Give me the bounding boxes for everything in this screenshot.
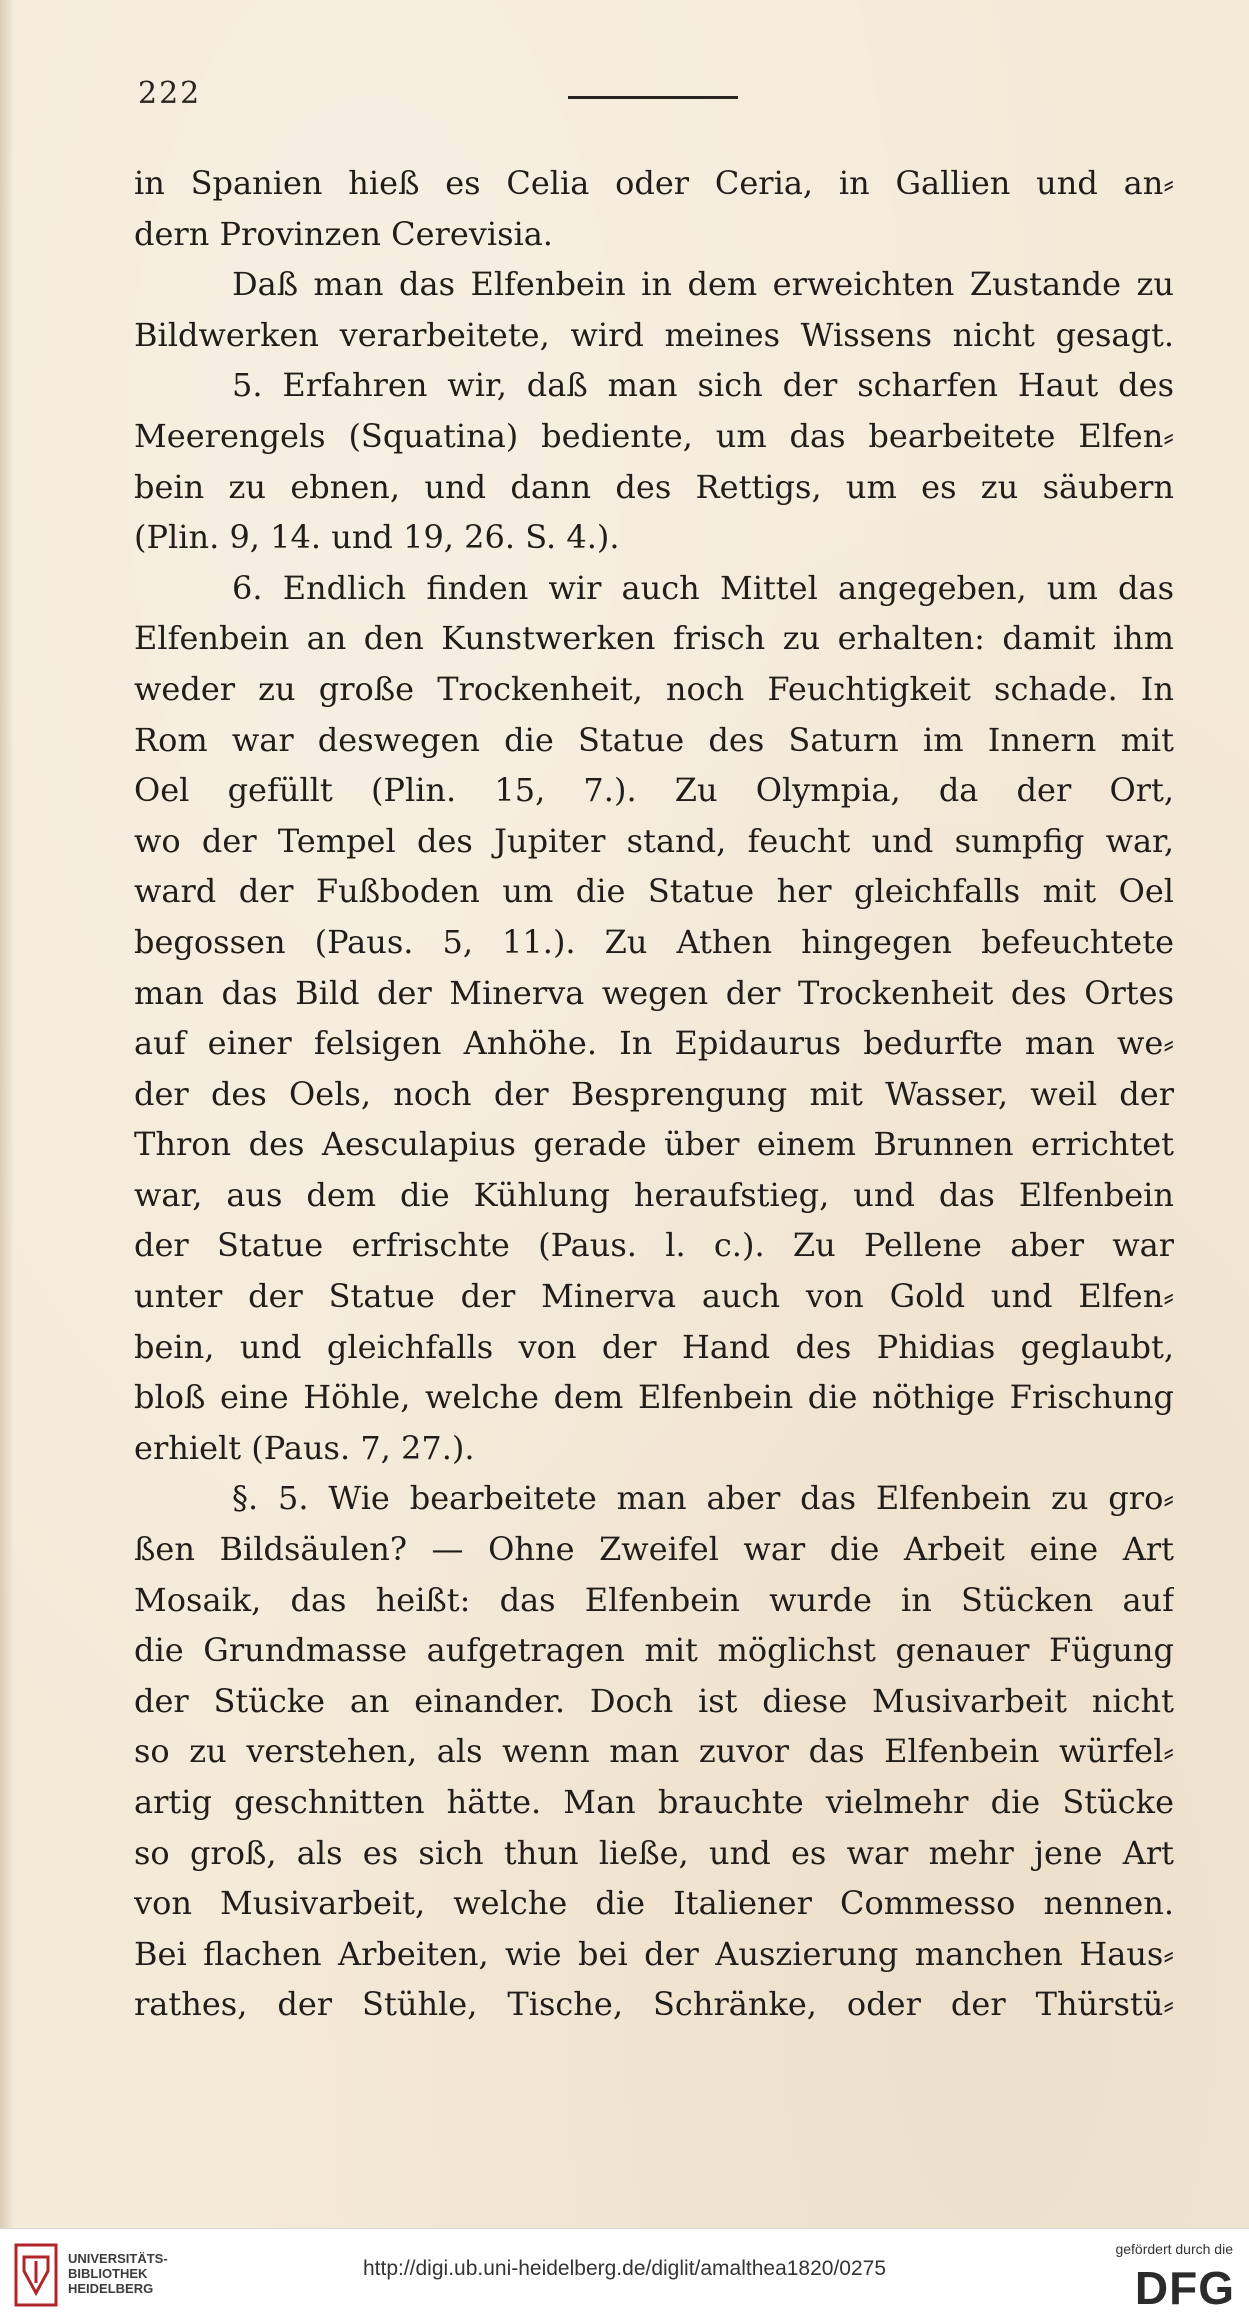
text-line: 6. Endlich finden wir auch Mittel angegeben, um das <box>232 568 1174 607</box>
text-line: Mosaik, das heißt: das Elfenbein wurde in Stücken auf <box>134 1580 1174 1619</box>
text-line: bein zu ebnen, und dann des Rettigs, um es zu säubern <box>134 467 1174 506</box>
text-line: begossen (Paus. 5, 11.). Zu Athen hingegen befeuchtete <box>134 922 1174 961</box>
page-edge-shadow <box>0 0 14 2228</box>
text-line: dern Provinzen Cerevisia. <box>134 214 553 253</box>
text-line: der Statue erfrischte (Paus. l. c.). Zu Pellene aber war <box>134 1226 1174 1265</box>
text-line: der des Oels, noch der Besprengung mit Wasser, weil der <box>134 1074 1174 1113</box>
text-line: ßen Bildsäulen? — Ohne Zweifel war die Arbeit eine Art <box>134 1530 1174 1569</box>
text-line: wo der Tempel des Jupiter stand, feucht und sumpfig war, <box>134 821 1174 860</box>
text-line: ward der Fußboden um die Statue her gleichfalls mit Oel <box>134 872 1174 911</box>
text-line: Bildwerken verarbeitete, wird meines Wissens nicht gesagt. <box>134 315 1174 354</box>
text-line: Thron des Aesculapius gerade über einem Brunnen errichtet <box>134 1125 1174 1164</box>
text-line: auf einer felsigen Anhöhe. In Epidaurus bedurfte man we⸗ <box>134 1024 1174 1063</box>
text-line: Rom war deswegen die Statue des Saturn im Innern mit <box>134 720 1174 759</box>
text-line: bein, und gleichfalls von der Hand des Phidias geglaubt, <box>134 1327 1174 1366</box>
permalink-url[interactable]: http://digi.ub.uni-heidelberg.de/diglit/amalthea1820/0275 <box>362 2257 887 2280</box>
text-line: unter der Statue der Minerva auch von Gold und Elfen⸗ <box>134 1277 1174 1316</box>
text-line: (Plin. 9, 14. und 19, 26. S. 4.). <box>134 518 620 557</box>
dfg-logo: DFG <box>1134 2262 1235 2314</box>
institution-line: BIBLIOTHEK <box>68 2266 148 2281</box>
body-text <box>134 158 1174 2028</box>
text-line: die Grundmasse aufgetragen mit möglichst genauer Fügung <box>134 1631 1174 1670</box>
institution-line: HEIDELBERG <box>68 2281 154 2296</box>
text-line: erhielt (Paus. 7, 27.). <box>134 1428 475 1467</box>
text-line: Daß man das Elfenbein in dem erweichten Zustande zu <box>232 265 1174 304</box>
text-line: Elfenbein an den Kunstwerken frisch zu erhalten: damit ihm <box>134 619 1174 658</box>
text-line: Meerengels (Squatina) bediente, um das bearbeitete Elfen⸗ <box>134 416 1174 455</box>
text-line: Bei flachen Arbeiten, wie bei der Auszierung manchen Haus⸗ <box>134 1934 1174 1973</box>
text-line: weder zu große Trockenheit, noch Feuchtigkeit schade. In <box>134 669 1174 708</box>
text-line: in Spanien hieß es Celia oder Ceria, in Gallien und an⸗ <box>134 164 1174 202</box>
text-line: von Musivarbeit, welche die Italiener Commesso nennen. <box>134 1884 1174 1923</box>
footer-bar <box>0 2228 1249 2321</box>
institution-line: UNIVERSITÄTS- <box>68 2251 168 2266</box>
text-line: man das Bild der Minerva wegen der Trockenheit des Ortes <box>134 973 1174 1012</box>
text-line: 5. Erfahren wir, daß man sich der scharfen Haut des <box>232 366 1174 405</box>
text-line: war, aus dem die Kühlung heraufstieg, und das Elfenbein <box>134 1175 1174 1214</box>
text-line: so zu verstehen, als wenn man zuvor das Elfenbein würfel⸗ <box>134 1732 1174 1771</box>
text-line: §. 5. Wie bearbeitete man aber das Elfenbein zu gro⸗ <box>232 1479 1174 1518</box>
page-number: 222 <box>138 76 202 111</box>
text-line: Oel gefüllt (Plin. 15, 7.). Zu Olympia, da der Ort, <box>134 771 1174 810</box>
text-line: so groß, als es sich thun ließe, und es war mehr jene Art <box>134 1833 1174 1872</box>
sponsor-caption: gefördert durch die <box>1115 2241 1233 2257</box>
header-rule <box>568 96 738 99</box>
text-line: bloß eine Höhle, welche dem Elfenbein die nöthige Frischung <box>134 1378 1174 1417</box>
text-line: der Stücke an einander. Doch ist diese Musivarbeit nicht <box>134 1681 1174 1720</box>
text-line: rathes, der Stühle, Tische, Schränke, oder der Thürstü⸗ <box>134 1985 1174 2024</box>
text-line: artig geschnitten hätte. Man brauchte vielmehr die Stücke <box>134 1783 1174 1821</box>
